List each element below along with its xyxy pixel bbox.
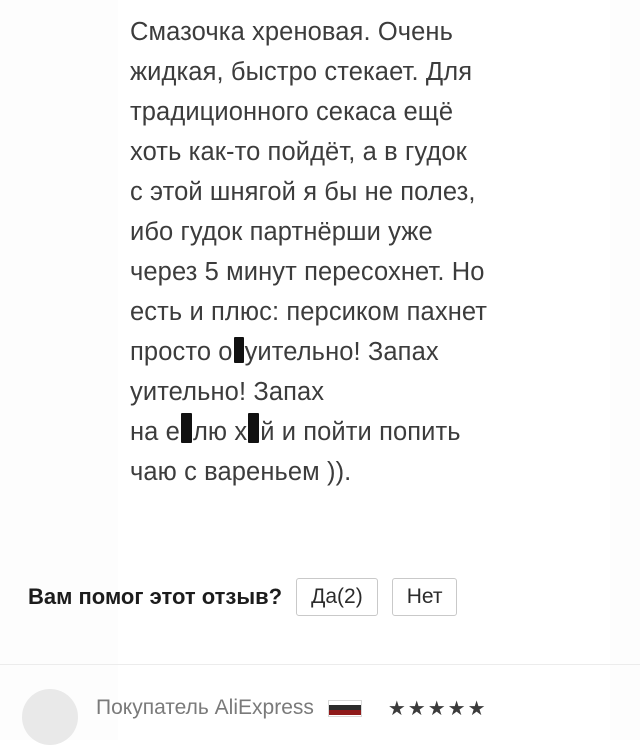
review-line-12: чаю с вареньем )).: [130, 458, 352, 486]
review-line-9-before: просто о: [130, 338, 233, 366]
rating-stars: ★★★★★: [387, 697, 488, 720]
review-line-4: хоть как-то пойдёт, а в гудок: [130, 138, 467, 166]
review-line-10: уительно! Запах: [130, 378, 325, 406]
review-line-2: жидкая, быстро стекает. Для: [130, 58, 473, 86]
review-line-11-a: на е: [130, 418, 180, 446]
right-gutter: [610, 0, 640, 740]
review-body: [130, 12, 610, 492]
helpful-question: Вам помог этот отзыв?: [28, 584, 283, 610]
censor-bar-icon: [248, 413, 259, 443]
flag-icon: [328, 700, 362, 717]
review-line-9-after: уительно! Запах: [244, 338, 439, 366]
review-line-11-c: й и пойти попить: [260, 418, 461, 446]
censor-bar-icon: [234, 337, 244, 363]
vote-yes-button[interactable]: Да(2): [296, 578, 378, 616]
censor-bar-icon: [181, 413, 192, 443]
review-line-6: ибо гудок партнёрши уже: [130, 218, 433, 246]
helpful-vote-row: [28, 578, 457, 616]
review-line-7: через 5 минут пересохнет. Но: [130, 258, 485, 286]
review-line-11-b: лю х: [192, 418, 248, 446]
left-gutter: [0, 0, 118, 740]
footer-divider: [0, 664, 640, 665]
flag-band-red: [329, 710, 361, 715]
review-footer: [0, 676, 640, 740]
review-line-3: традиционного секаса ещё: [130, 98, 454, 126]
buyer-name: Покупатель AliExpress: [96, 696, 314, 719]
avatar: [22, 689, 78, 745]
review-line-1: Смазочка хреновая. Очень: [130, 18, 454, 46]
vote-no-button[interactable]: Нет: [392, 578, 458, 616]
review-line-5: с этой шнягой я бы не полез,: [130, 178, 476, 206]
review-line-8: есть и плюс: персиком пахнет: [130, 298, 488, 326]
review-text: [130, 12, 610, 492]
